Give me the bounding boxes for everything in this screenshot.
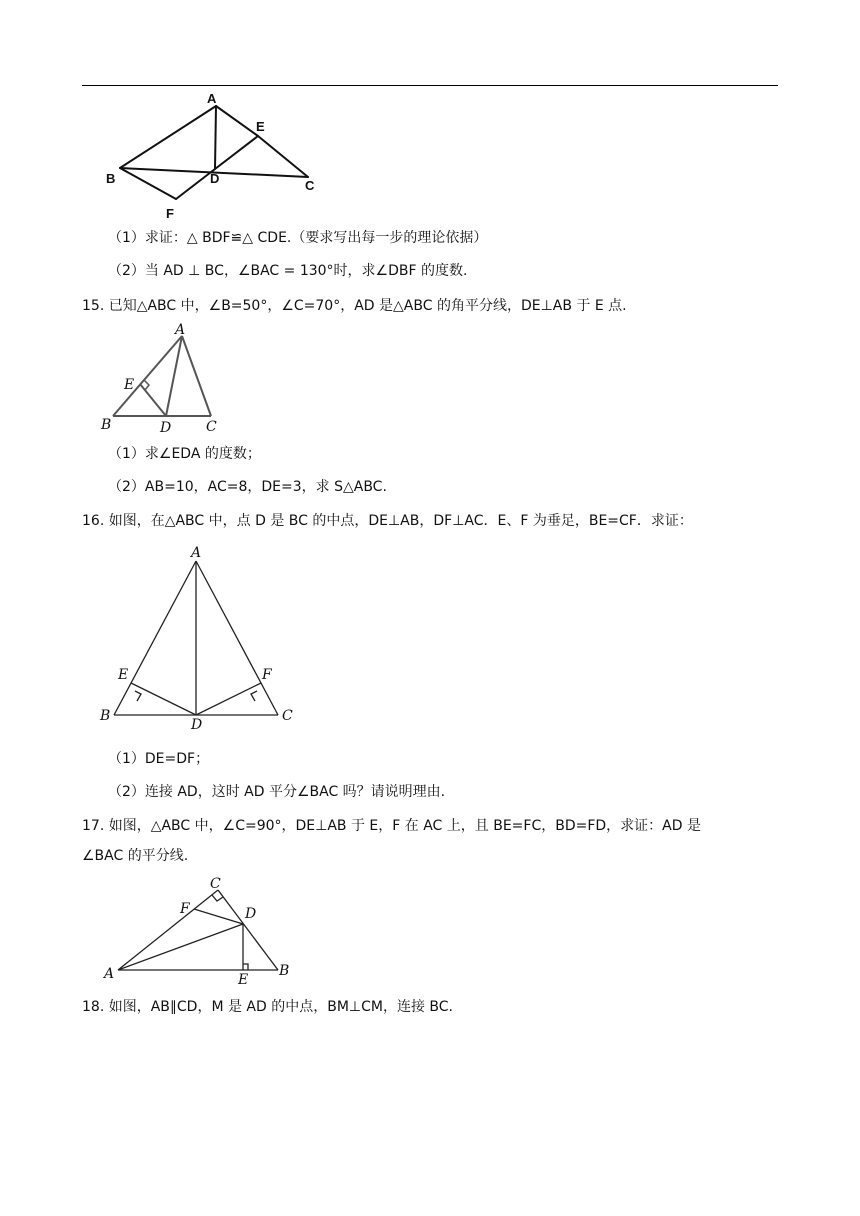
- label-F: F: [166, 206, 174, 221]
- q15-stem: 15. 已知△ABC 中，∠B=50°，∠C=70°，AD 是△ABC 的角平分线，DE⊥AB 于 E 点.: [82, 298, 627, 314]
- label-F: F: [180, 901, 190, 917]
- q17-stem-line2: ∠BAC 的平分线.: [82, 848, 189, 864]
- label-A: A: [104, 966, 115, 982]
- figure-q14: [100, 88, 330, 223]
- label-A: A: [207, 91, 217, 106]
- q15-part1: （1）求∠EDA 的度数；: [108, 446, 261, 462]
- label-B: B: [100, 708, 111, 724]
- figure-q15: [96, 318, 226, 436]
- label-C: C: [210, 876, 221, 892]
- label-D: D: [160, 420, 172, 436]
- label-B: B: [106, 171, 116, 186]
- label-C: C: [206, 419, 217, 435]
- label-A: A: [191, 545, 202, 561]
- figure-q16: [96, 541, 306, 736]
- q16-part1: （1）DE=DF；: [108, 751, 210, 767]
- label-D: D: [210, 171, 220, 186]
- q18-stem: 18. 如图，AB∥CD，M 是 AD 的中点，BM⊥CM，连接 BC.: [82, 999, 454, 1015]
- label-E: E: [238, 972, 249, 984]
- header-rule: [82, 85, 778, 86]
- label-E: E: [118, 667, 129, 683]
- q15-part2: （2）AB=10，AC=8，DE=3，求 S△ABC.: [108, 479, 387, 495]
- label-B: B: [101, 417, 112, 433]
- figure-q17: [100, 874, 300, 984]
- label-F: F: [262, 667, 272, 683]
- label-D: D: [245, 906, 257, 922]
- q16-part2: （2）连接 AD，这时 AD 平分∠BAC 吗？请说明理由.: [108, 784, 446, 800]
- label-C: C: [282, 708, 293, 724]
- label-A: A: [175, 322, 186, 338]
- label-D: D: [191, 717, 203, 733]
- q16-stem: 16. 如图，在△ABC 中，点 D 是 BC 的中点，DE⊥AB，DF⊥AC．E、F 为垂足，BE=CF．求证：: [82, 513, 693, 529]
- label-B: B: [279, 963, 290, 979]
- label-E: E: [124, 377, 135, 393]
- q14-part1: （1）求证：△ BDF≌△ CDE.（要求写出每一步的理论依据）: [108, 230, 488, 246]
- q14-part2: （2）当 AD ⊥ BC，∠BAC = 130°时，求∠DBF 的度数.: [108, 263, 468, 279]
- label-C: C: [305, 178, 315, 193]
- label-E: E: [256, 119, 265, 134]
- q17-stem-line1: 17. 如图，△ABC 中，∠C=90°，DE⊥AB 于 E，F 在 AC 上，且 BE=FC，BD=FD，求证：AD 是: [82, 818, 701, 834]
